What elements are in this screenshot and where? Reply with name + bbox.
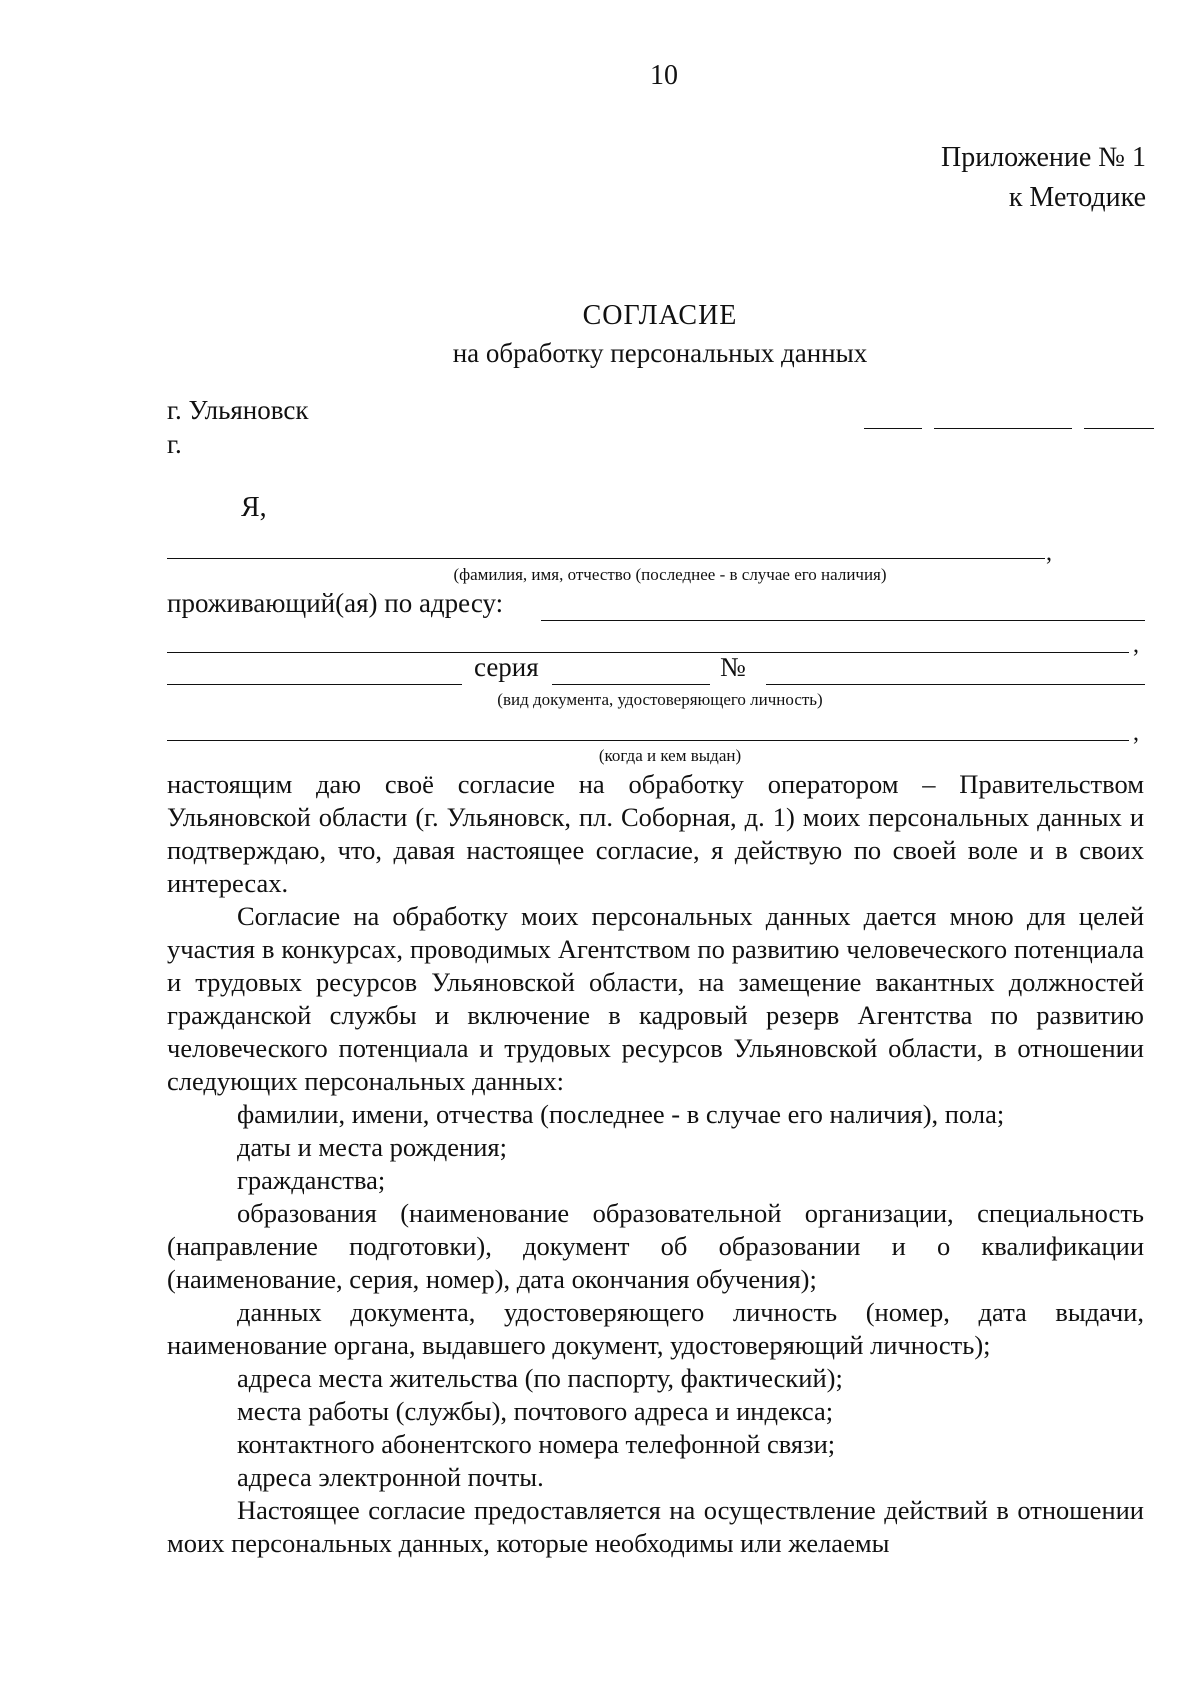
date-year-line[interactable] — [1084, 404, 1154, 429]
list-item-phone: контактного абонентского номера телефонной связи; — [237, 1429, 836, 1459]
appendix-header — [941, 138, 1146, 218]
paragraph-actions: Настоящее согласие предоставляется на осуществление действий в отношении моих персональных данных, которые необходимы или желаемы — [167, 1495, 1144, 1558]
issued-caption: (когда и кем выдан) — [598, 746, 742, 765]
address-comma: , — [1133, 632, 1139, 658]
issued-fill-line[interactable] — [167, 740, 1129, 741]
list-item-education: образования (наименование образовательной организации, специальность (направление подготовки), документ об образовании и о квалификации (наименование, серия, номер), дата окончания обучения); — [167, 1198, 1144, 1294]
date-day-line[interactable] — [864, 404, 922, 429]
list-item-fio: фамилии, имени, отчества (последнее - в случае его наличия), пола; — [237, 1099, 1005, 1129]
title-sub: на обработку персональных данных — [452, 338, 868, 368]
number-fill-line[interactable] — [766, 684, 1145, 685]
paragraph-consent-statement: настоящим даю своё согласие на обработку оператором – Правительством Ульяновской области (г. Ульяновск, пл. Соборная, д. 1) моих персональных данных и подтверждаю, что, давая настоящее согласие, я действую по своей воле и в своих интересах. — [167, 769, 1144, 898]
ya-label: Я, — [241, 492, 267, 523]
doc-caption: (вид документа, удостоверяющего личность) — [497, 690, 823, 709]
series-label: серия — [474, 652, 539, 682]
number-label: № — [720, 652, 746, 682]
document-title — [0, 297, 1200, 371]
address-fill-line-2[interactable] — [167, 652, 1129, 653]
appendix-line-1: Приложение № 1 — [941, 142, 1146, 173]
issued-comma: , — [1133, 720, 1139, 746]
fio-comma: , — [1046, 540, 1052, 566]
city-name: г. Ульяновск — [167, 395, 309, 425]
list-item-id-document: данных документа, удостоверяющего личность (номер, дата выдачи, наименование органа, выдавшего документ, удостоверяющий личность); — [167, 1297, 1144, 1360]
address-fill-line-1[interactable] — [541, 620, 1145, 621]
date-fill-lines[interactable] — [864, 404, 1154, 429]
series-fill-line[interactable] — [552, 684, 710, 685]
page-number: 10 — [650, 60, 678, 91]
city-block — [167, 393, 308, 461]
list-item-citizenship: гражданства; — [237, 1165, 386, 1195]
title-main: СОГЛАСИЕ — [582, 300, 738, 331]
city-year-prefix: г. — [167, 429, 182, 459]
list-item-email: адреса электронной почты. — [237, 1462, 544, 1492]
consent-body — [167, 768, 1144, 1560]
appendix-line-2: к Методике — [1008, 182, 1146, 213]
list-item-workplace: места работы (службы), почтового адреса и индекса; — [237, 1396, 834, 1426]
list-item-residence: адреса места жительства (по паспорту, фактический); — [237, 1363, 843, 1393]
fio-caption: (фамилия, имя, отчество (последнее - в случае его наличия) — [453, 565, 887, 584]
list-item-birth: даты и места рождения; — [237, 1132, 507, 1162]
date-month-line[interactable] — [934, 404, 1072, 429]
address-label: проживающий(ая) по адресу: — [167, 588, 504, 618]
doc-type-fill-line[interactable] — [167, 684, 462, 685]
paragraph-purpose: Согласие на обработку моих персональных данных дается мною для целей участия в конкурсах, проводимых Агентством по развитию человеческого потенциала и трудовых ресурсов Ульяновской области, на замещение вакантных должностей гражданской службы и включение в кадровый резерв Агентства по развитию человеческого потенциала и трудовых ресурсов Ульяновской области, в отношении следующих персональных данных: — [167, 901, 1144, 1096]
fio-fill-line[interactable] — [167, 558, 1045, 559]
